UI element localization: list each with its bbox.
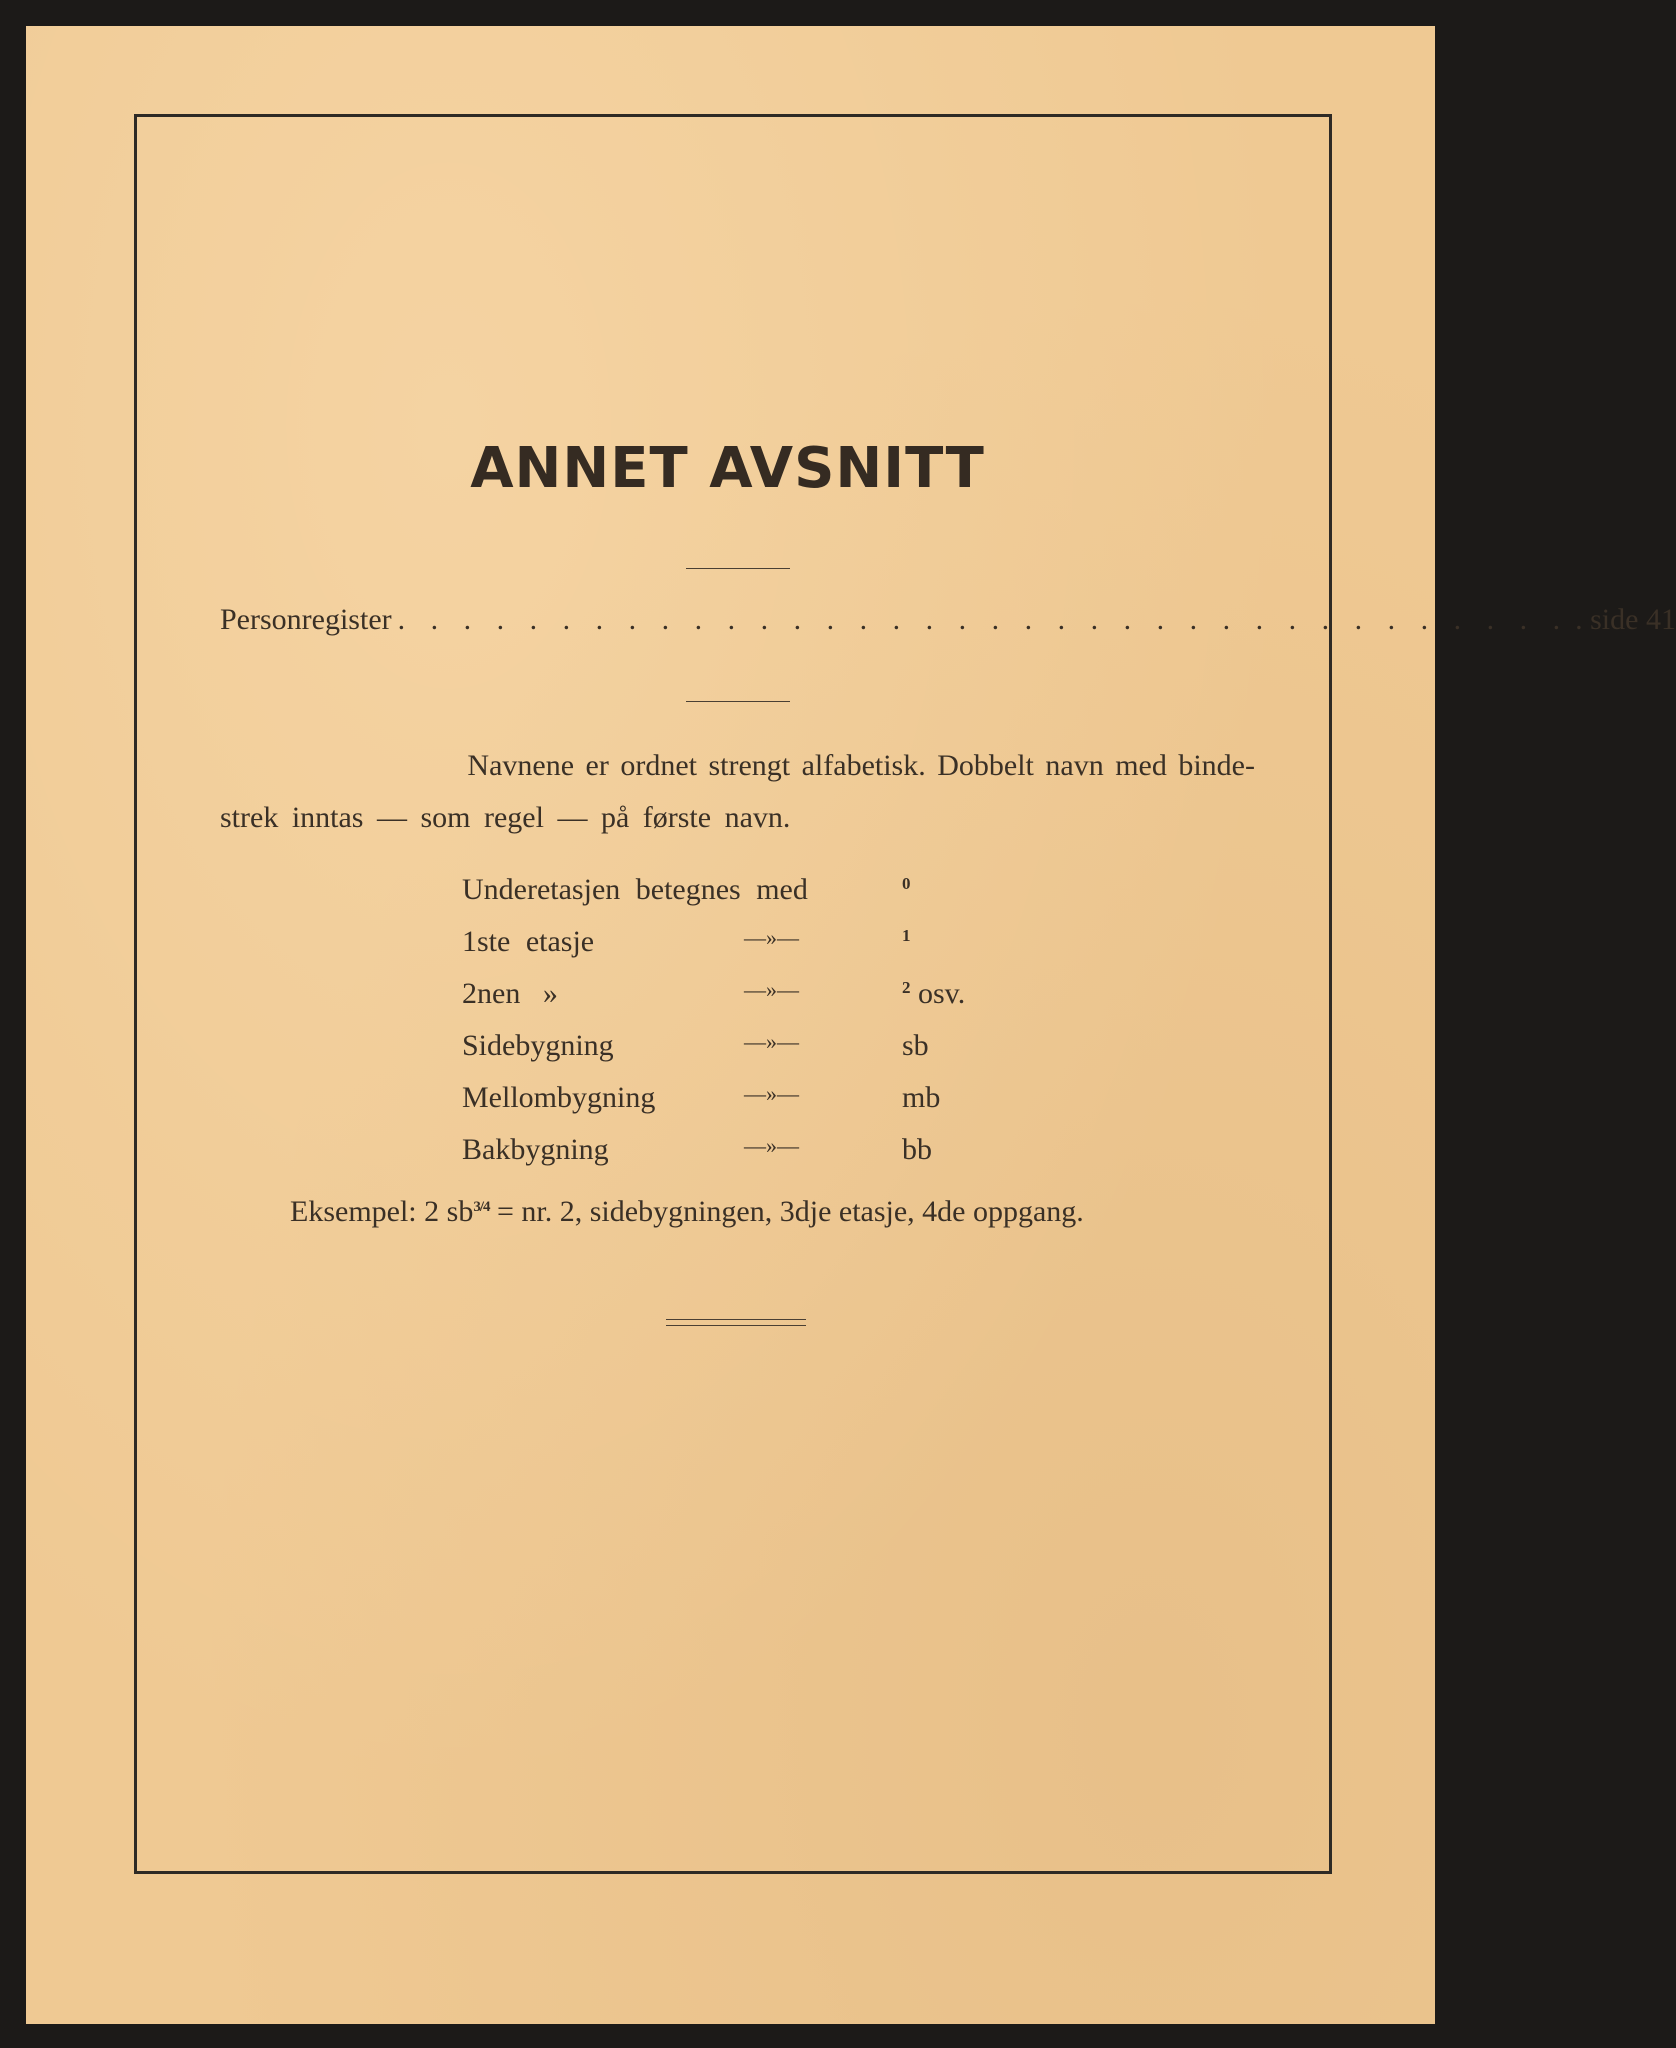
legend-term: Bakbygning — [462, 1133, 609, 1166]
legend-ditto: —»— — [744, 1081, 799, 1106]
divider-rule — [686, 568, 790, 569]
toc-label: Personregister — [220, 603, 392, 636]
page-frame — [134, 114, 1332, 1874]
legend-ditto: —»— — [744, 1133, 799, 1158]
legend-term: Underetasjen betegnes med — [462, 873, 808, 906]
divider-rule — [686, 701, 790, 702]
legend-ditto: —»— — [744, 925, 799, 950]
example-code: 2 sb — [424, 1195, 474, 1228]
toc-page-number: . side 41 — [1575, 603, 1676, 636]
intro-line-1: Navnene er ordnet strengt alfabetisk. Dobbelt navn med binde- — [467, 749, 1255, 782]
paper-page — [26, 26, 1435, 2024]
legend-ditto: —»— — [744, 977, 799, 1002]
legend-symbol: $^2$ osv. — [902, 977, 966, 1010]
legend-symbol: 0 — [902, 874, 911, 893]
legend-symbol: sb — [902, 1029, 929, 1062]
example-explanation: = nr. 2, sidebygningen, 3dje etasje, 4de oppgang. — [497, 1195, 1084, 1228]
intro-line-2: strek inntas — som regel — på første navn. — [220, 801, 791, 834]
legend-term: 1ste etasje — [462, 925, 595, 958]
legend-symbol: mb — [902, 1081, 941, 1114]
example-fraction: 3/4 — [473, 1199, 490, 1215]
toc-entry — [220, 603, 1676, 637]
double-rule-bottom — [666, 1325, 806, 1326]
legend-symbol: bb — [902, 1133, 932, 1166]
example-label: Eksempel: — [290, 1195, 417, 1228]
legend-symbol: 1 — [902, 926, 911, 945]
toc-leader-dots: . . . . . . . . . . . . . . . . . . . . . . . . . . . . . . . . . . . . — [397, 603, 1570, 636]
legend-term: 2nen » — [462, 977, 558, 1010]
legend-ditto: —»— — [744, 1029, 799, 1054]
legend-term: Mellombygning — [462, 1081, 656, 1114]
section-heading: ANNET AVSNITT — [470, 436, 985, 501]
example-line — [290, 1195, 1084, 1229]
legend-term: Sidebygning — [462, 1029, 614, 1062]
double-rule-top — [666, 1319, 806, 1320]
